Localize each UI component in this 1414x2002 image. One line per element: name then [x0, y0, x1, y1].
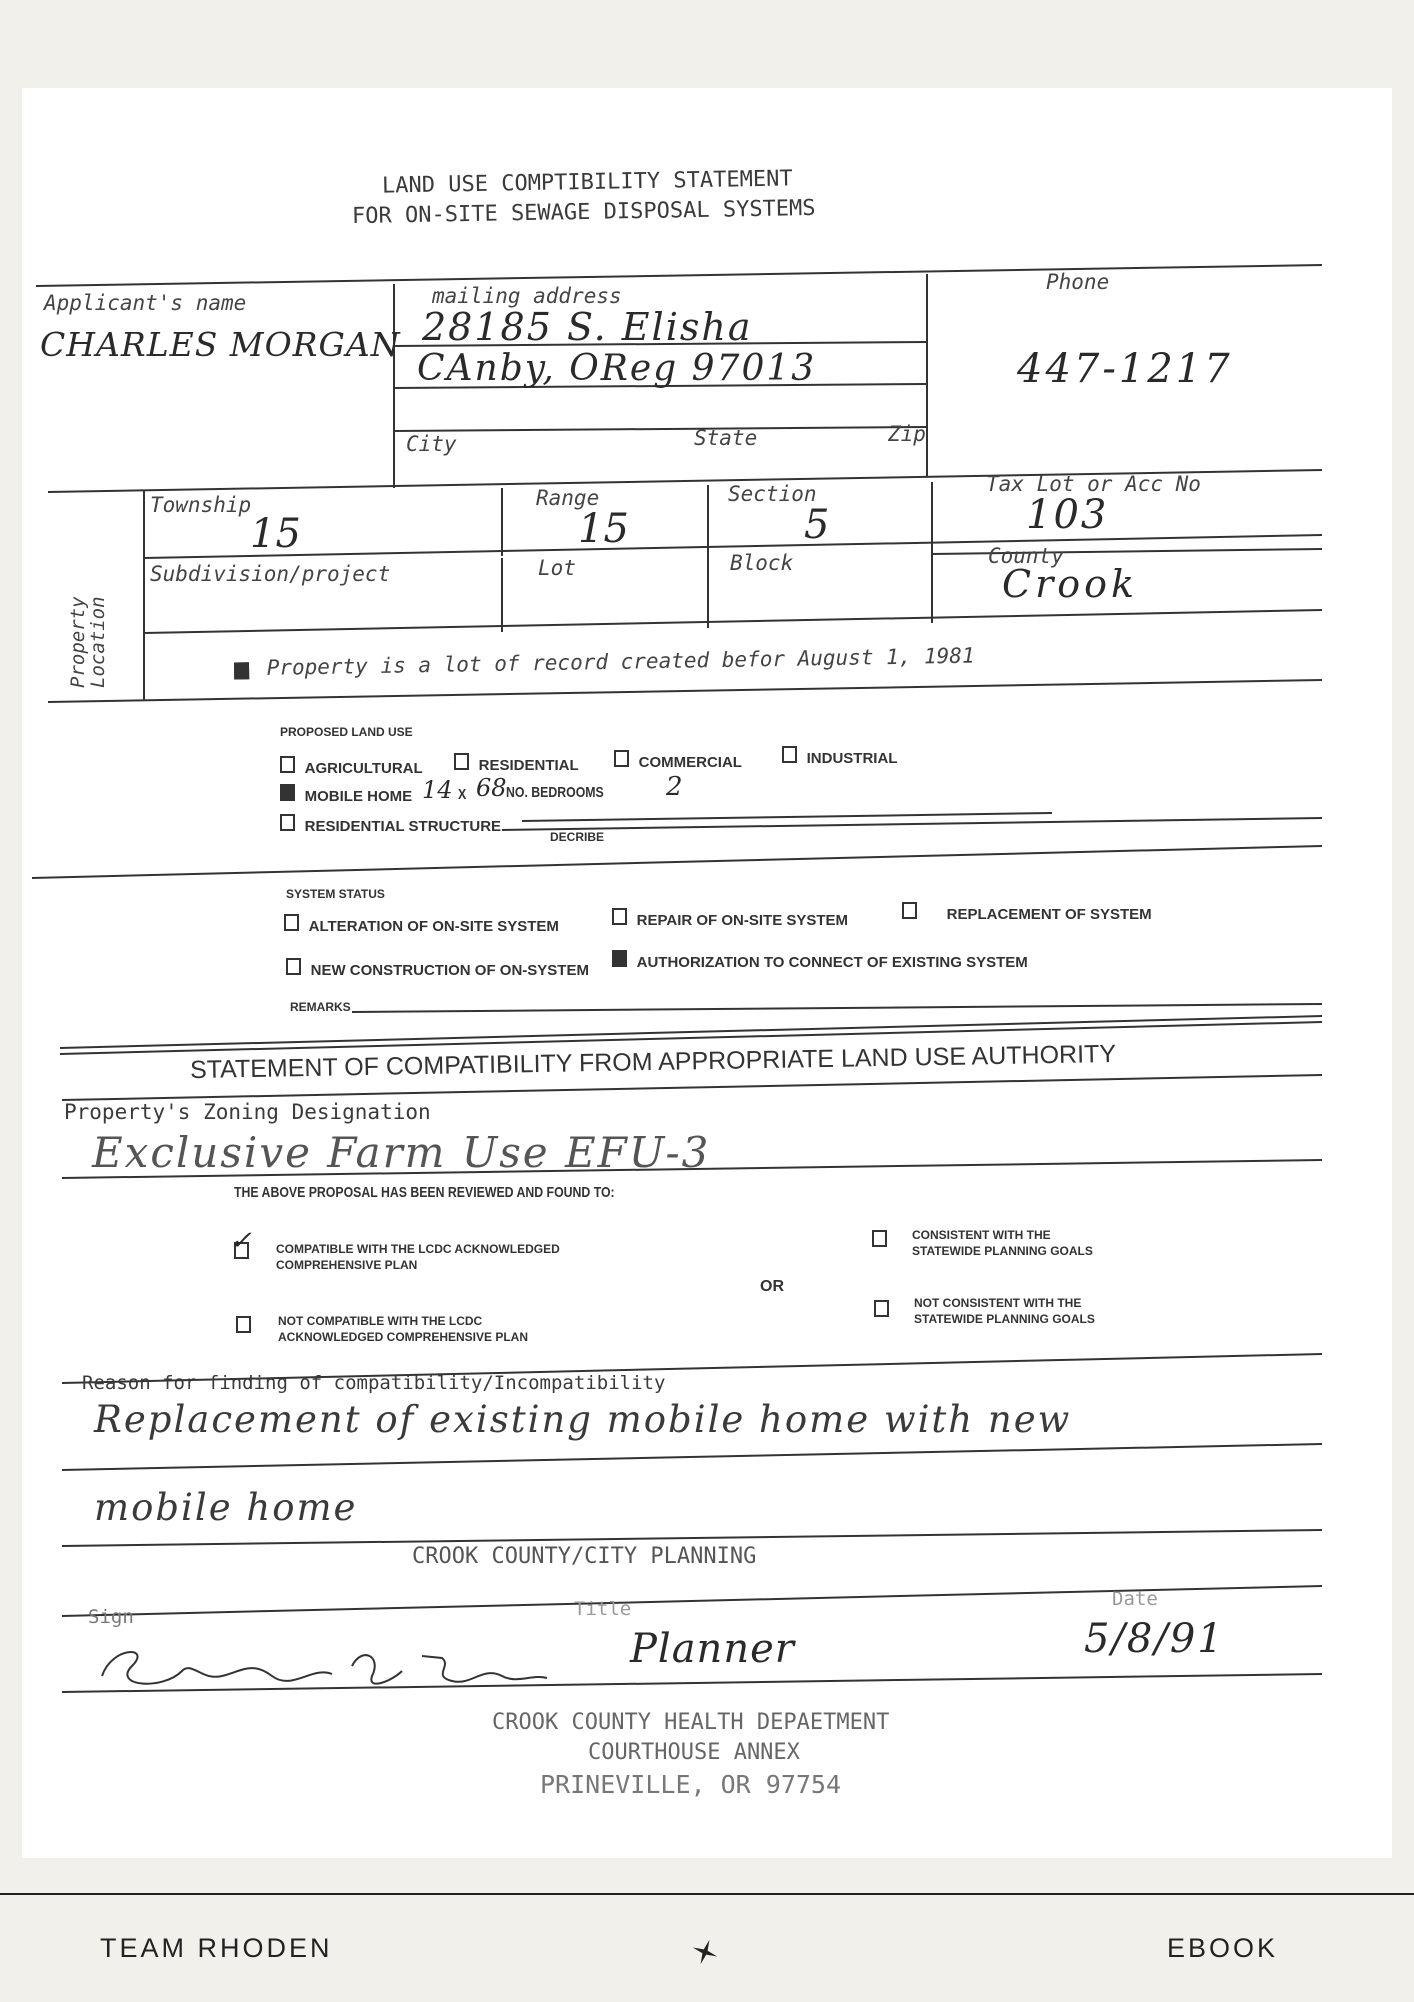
sign-label: Sign: [88, 1606, 134, 1628]
alteration-checkbox[interactable]: [284, 914, 299, 931]
authorization-checkbox[interactable]: [612, 950, 627, 967]
compatible-text-1: COMPATIBLE WITH THE LCDC ACKNOWLEDGED: [276, 1242, 560, 1256]
form-title-line1: LAND USE COMPTIBILITY STATEMENT: [381, 166, 793, 199]
planning-stamp: CROOK COUNTY/CITY PLANNING: [412, 1544, 757, 1569]
city-label: City: [406, 432, 457, 456]
bedrooms-value: 2: [666, 772, 683, 802]
department-line3: PRINEVILLE, OR 97754: [540, 1770, 842, 1799]
replacement-option[interactable]: REPLACEMENT OF SYSTEM: [902, 902, 1152, 923]
title-label: Title: [574, 1598, 632, 1620]
range-label: Range: [536, 486, 600, 510]
range-value: 15: [578, 506, 629, 552]
industrial-option[interactable]: INDUSTRIAL: [782, 746, 897, 767]
date-label: Date: [1112, 1588, 1158, 1610]
proposed-land-use-heading: PROPOSED LAND USE: [280, 725, 413, 739]
zoning-value: Exclusive Farm Use EFU-3: [92, 1128, 711, 1177]
subdivision-label: Subdivision/project: [150, 562, 391, 586]
not-compatible-text-1: NOT COMPATIBLE WITH THE LCDC: [278, 1314, 483, 1328]
consistent-text-1: CONSISTENT WITH THE: [912, 1228, 1051, 1242]
repair-checkbox[interactable]: [612, 908, 627, 925]
mobile-home-x: X: [458, 786, 467, 803]
reviewed-text: THE ABOVE PROPOSAL HAS BEEN REVIEWED AND FOUND TO:: [234, 1184, 615, 1201]
date-value: 5/8/91: [1084, 1616, 1225, 1662]
applicant-name-label: Applicant's name: [44, 291, 247, 315]
county-label: County: [988, 544, 1064, 568]
or-text: OR: [760, 1278, 784, 1295]
section-label: Section: [728, 482, 817, 506]
lot-of-record-checkbox[interactable]: [234, 662, 249, 679]
new-construction-checkbox[interactable]: [286, 958, 301, 975]
block-label: Block: [730, 551, 794, 575]
agricultural-checkbox[interactable]: [280, 756, 295, 773]
residential-checkbox[interactable]: [454, 753, 469, 770]
residential-structure-option[interactable]: RESIDENTIAL STRUCTURE: [280, 814, 501, 835]
not-consistent-text-1: NOT CONSISTENT WITH THE: [914, 1296, 1082, 1310]
mobile-home-length: 68: [476, 774, 507, 802]
township-value: 15: [250, 511, 301, 557]
title-value: Planner: [630, 1626, 795, 1672]
mobile-home-checkbox[interactable]: [280, 784, 295, 801]
not-consistent-text-2: STATEWIDE PLANNING GOALS: [914, 1312, 1095, 1326]
zip-label: Zip: [888, 422, 926, 446]
phone-value: 447-1217: [1017, 346, 1233, 392]
mobile-home-width: 14: [422, 776, 453, 804]
lot-label: Lot: [538, 556, 576, 580]
consistent-option[interactable]: [872, 1230, 887, 1251]
repair-option[interactable]: REPAIR OF ON-SITE SYSTEM: [612, 908, 848, 929]
not-compatible-text-2: ACKNOWLEDGED COMPREHENSIVE PLAN: [278, 1330, 529, 1344]
footer-left-text: TEAM RHODEN: [100, 1933, 333, 1963]
signature-image: [92, 1636, 552, 1706]
department-line2: COURTHOUSE ANNEX: [588, 1740, 800, 1765]
not-consistent-option[interactable]: [874, 1300, 889, 1321]
replacement-checkbox[interactable]: [902, 902, 917, 919]
state-label: State: [694, 426, 758, 450]
not-compatible-option[interactable]: [236, 1316, 251, 1337]
system-status-heading: SYSTEM STATUS: [286, 887, 385, 901]
commercial-option[interactable]: COMMERCIAL: [614, 750, 742, 771]
taxlot-label: Tax Lot or Acc No: [986, 472, 1201, 496]
alteration-option[interactable]: ALTERATION OF ON-SITE SYSTEM: [284, 914, 559, 935]
county-value: Crook: [1002, 562, 1139, 606]
section-value: 5: [804, 502, 830, 548]
compatible-text-2: COMPREHENSIVE PLAN: [276, 1258, 418, 1272]
taxlot-value: 103: [1026, 492, 1109, 538]
reason-line2: mobile home: [94, 1486, 358, 1529]
check-mark-icon: ✓: [230, 1226, 252, 1256]
mailing-address-label: mailing address: [432, 284, 622, 308]
form-title-line2: FOR ON-SITE SEWAGE DISPOSAL SYSTEMS: [351, 195, 816, 230]
sparkle-icon: [690, 1937, 720, 1967]
address-line1-value: 28185 S. Elisha: [422, 305, 753, 349]
consistent-checkbox[interactable]: [872, 1230, 887, 1247]
describe-label: DECRIBE: [550, 830, 605, 844]
lot-of-record-text: Property is a lot of record created befor August 1, 1981: [266, 643, 975, 680]
reason-label: Reason for finding of compatibility/Incompatibility: [82, 1372, 666, 1394]
new-construction-option[interactable]: NEW CONSTRUCTION OF ON-SYSTEM: [286, 958, 589, 979]
address-line2-value: CAnby, OReg 97013: [417, 348, 817, 389]
agricultural-option[interactable]: AGRICULTURAL: [280, 756, 423, 777]
not-consistent-checkbox[interactable]: [874, 1300, 889, 1317]
authorization-option[interactable]: AUTHORIZATION TO CONNECT OF EXISTING SYSTEM: [612, 950, 1028, 971]
property-location-label: Property Location: [67, 596, 109, 688]
document-page: [22, 88, 1392, 1858]
commercial-checkbox[interactable]: [614, 750, 629, 767]
statement-heading: STATEMENT OF COMPATIBILITY FROM APPROPRIATE LAND USE AUTHORITY: [189, 1039, 1117, 1085]
not-compatible-checkbox[interactable]: [236, 1316, 251, 1333]
page-footer: [0, 1893, 1414, 2002]
remarks-label: REMARKS: [290, 1000, 351, 1014]
mobile-home-option[interactable]: MOBILE HOME: [280, 784, 412, 805]
industrial-checkbox[interactable]: [782, 746, 797, 763]
phone-label: Phone: [1046, 270, 1110, 294]
footer-right-text: EBOOK: [1167, 1933, 1279, 1963]
residential-structure-checkbox[interactable]: [280, 814, 295, 831]
bedrooms-label: NO. BEDROOMS: [506, 784, 604, 801]
consistent-text-2: STATEWIDE PLANNING GOALS: [912, 1244, 1093, 1258]
residential-option[interactable]: RESIDENTIAL: [454, 753, 579, 774]
zoning-label: Property's Zoning Designation: [64, 1100, 431, 1124]
reason-line1: Replacement of existing mobile home with new: [94, 1398, 1072, 1441]
township-label: Township: [150, 493, 252, 517]
department-line1: CROOK COUNTY HEALTH DEPAETMENT: [492, 1710, 890, 1735]
applicant-name-value: CHARLES MORGAN: [40, 325, 401, 364]
